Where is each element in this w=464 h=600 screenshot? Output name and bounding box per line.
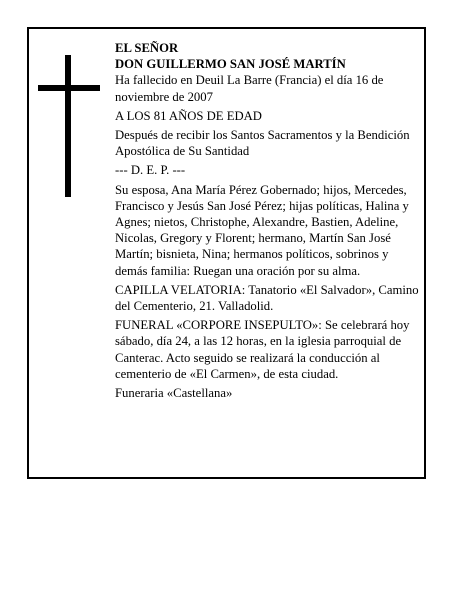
sacraments-line: Después de recibir los Santos Sacramentos y la Bendición Apostólica de Su Santidad [115, 128, 410, 159]
family-paragraph: Su esposa, Ana María Pérez Gobernado; hijos, Mercedes, Francisco y Jesús San José Pérez; hijas políticas, Halina y Agnes; nietos, Christophe, Alexandre, Bastien, Adeline, Nicolas, Gregory y Florent; hermano, Martín San José Martín; bisnieta, Nina; hermanos políticos, sobrinos y demás familia: Ruegan una oración por su alma. [115, 182, 409, 278]
age-line: A LOS 81 AÑOS DE EDAD [115, 108, 262, 123]
cross-vertical-bar [65, 55, 71, 197]
death-info: Ha fallecido en Deuil La Barre (Francia) el día 16 de noviembre de 2007 [115, 73, 384, 104]
heading-title: EL SEÑOR [115, 41, 179, 55]
rip-line: --- D. E. P. --- [115, 163, 186, 178]
chapel-info: CAPILLA VELATORIA: Tanatorio «El Salvador», Camino del Cementerio, 21. Valladolid. [115, 282, 419, 314]
obituary-text [115, 40, 423, 404]
deceased-name: DON GUILLERMO SAN JOSÉ MARTÍN [115, 57, 346, 72]
latin-cross-icon [38, 55, 100, 197]
funeral-home: Funeraria «Castellana» [115, 386, 233, 401]
cross-horizontal-bar [38, 85, 100, 91]
funeral-info: FUNERAL «CORPORE INSEPULTO»: Se celebrará hoy sábado, día 24, a las 12 horas, en la iglesia parroquial de Canterac. Acto seguido se realizará la conducción al cementerio de «El Carmen», de esta ciudad. [115, 318, 410, 381]
